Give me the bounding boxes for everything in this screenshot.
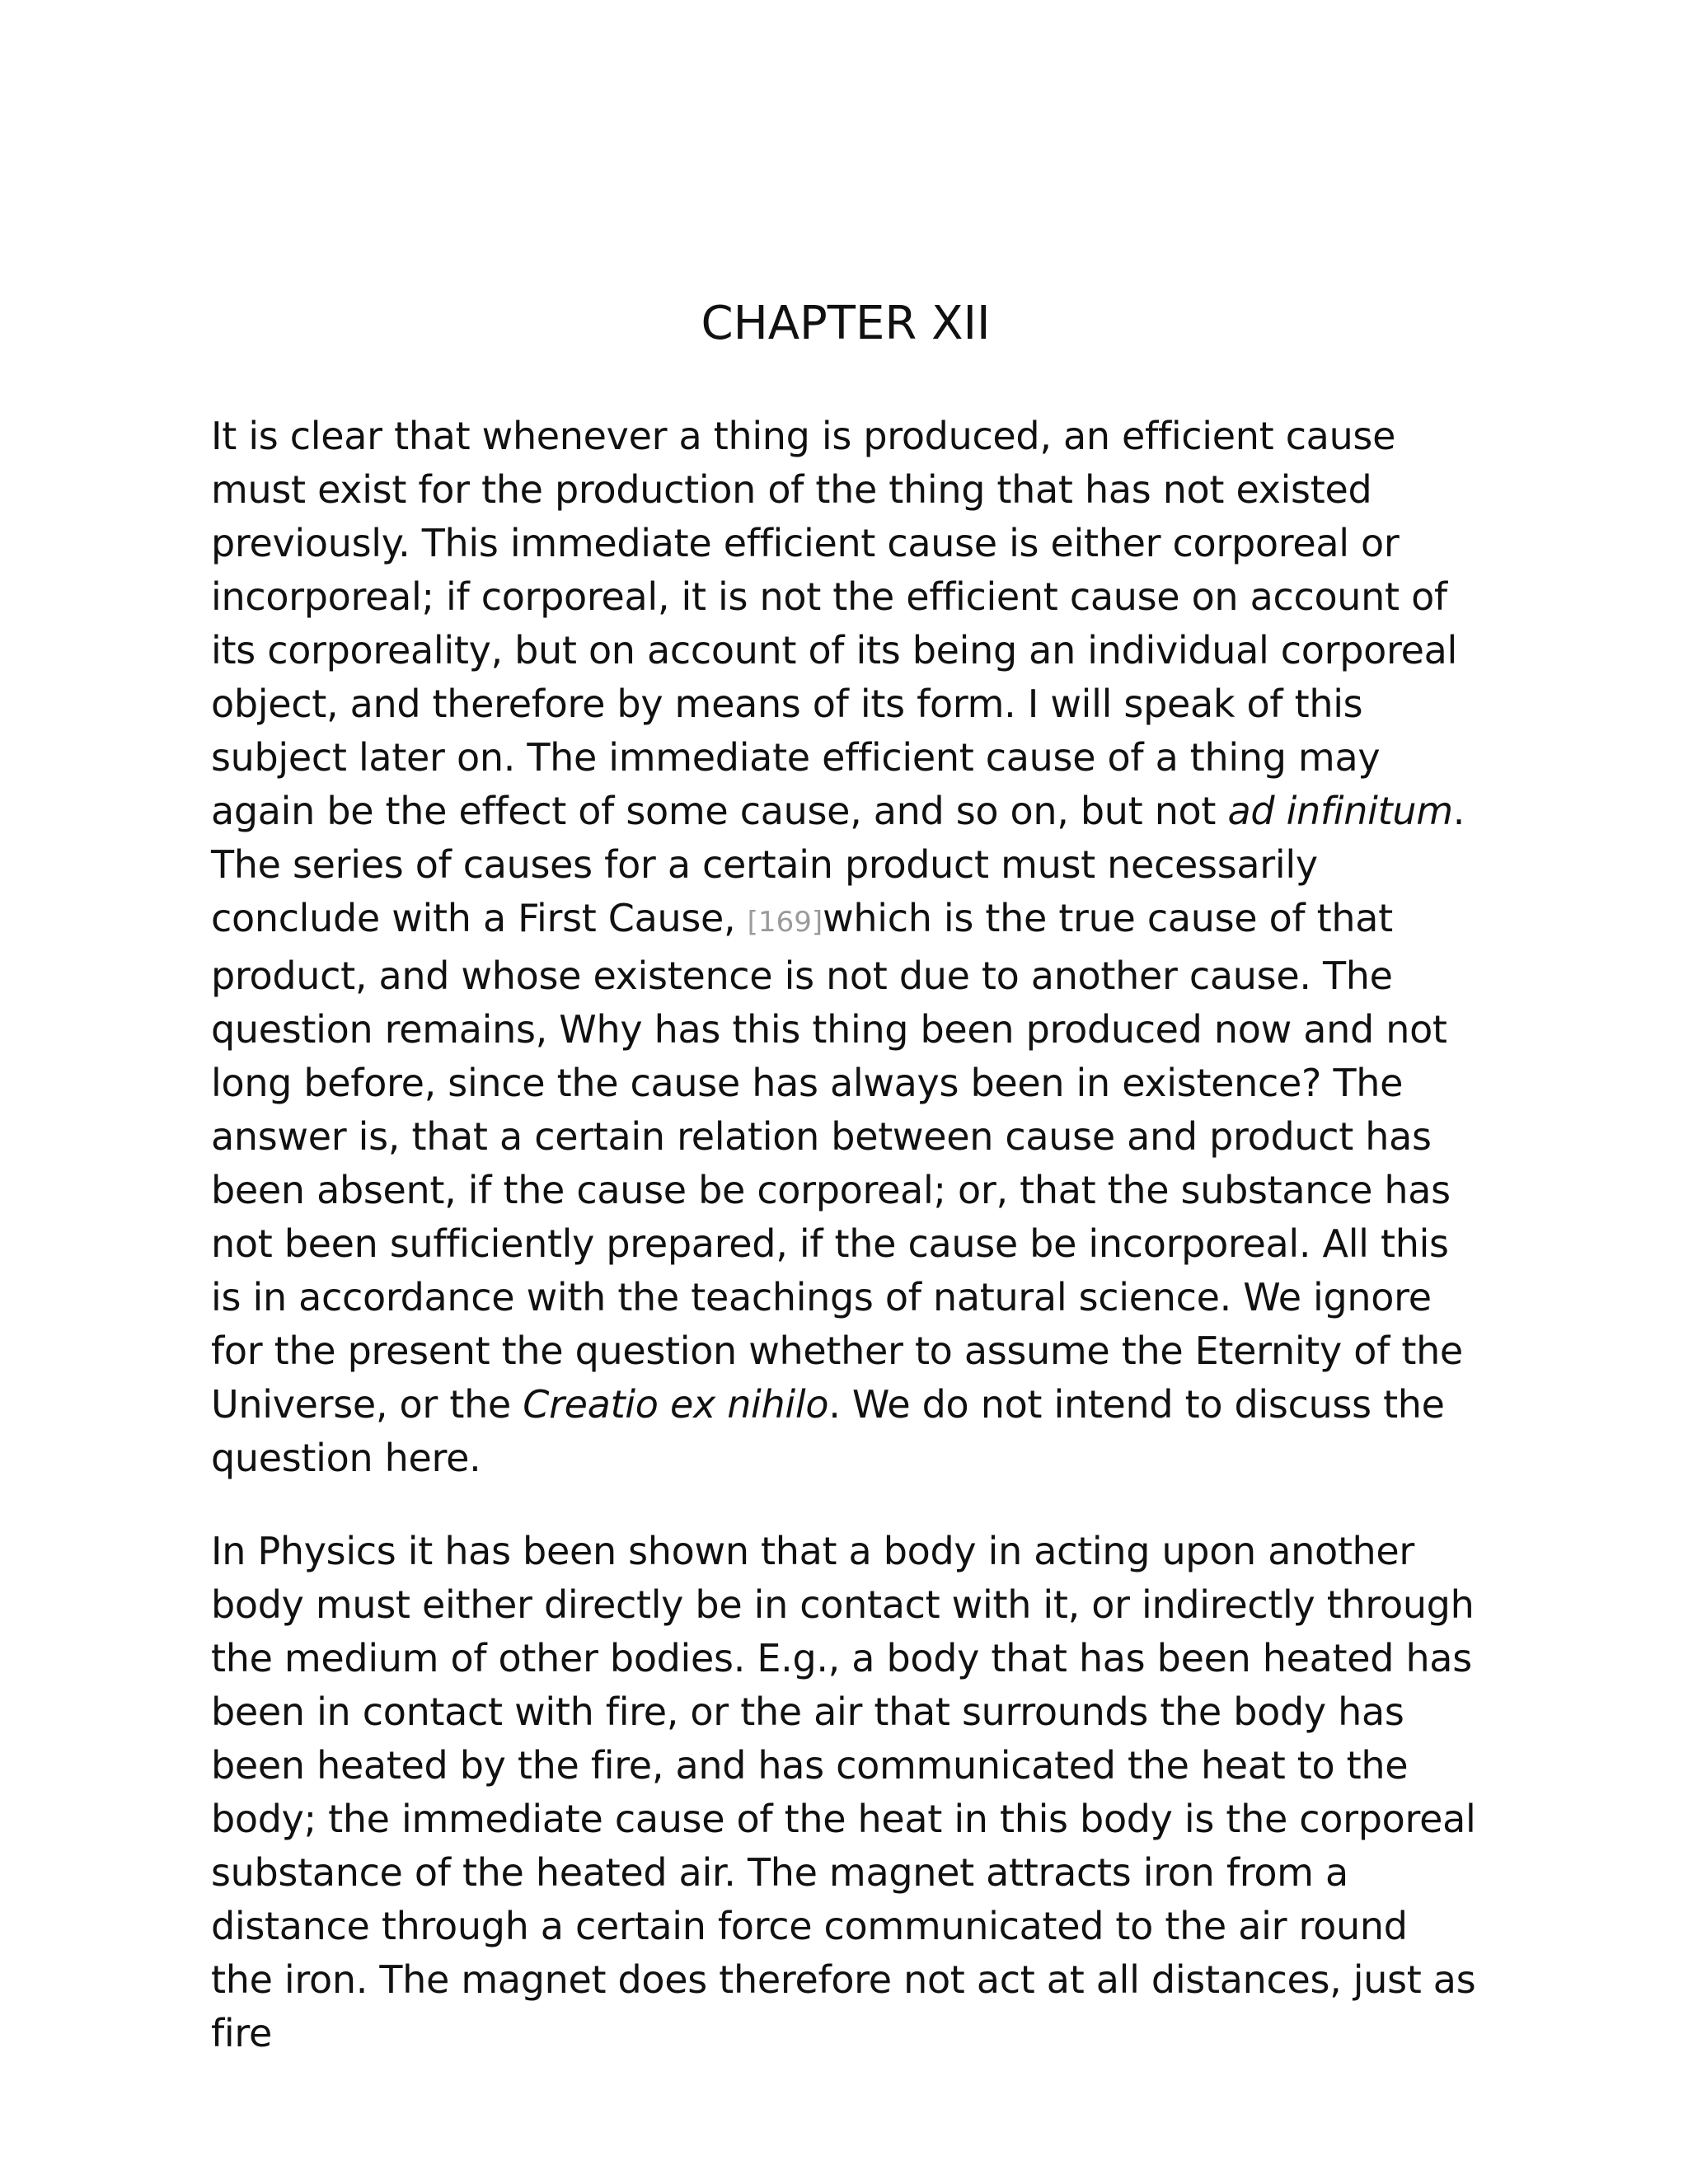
paragraph-1 (211, 410, 1480, 1485)
italic-ad-infinitum: ad infinitum (1227, 789, 1453, 833)
chapter-title: CHAPTER XII (701, 297, 991, 350)
page-content (211, 297, 1480, 2100)
paragraph-1-text-d: . We do not intend to discuss the question here. (211, 1382, 1445, 1480)
paragraph-1-text-c: which is the true cause of that product, and whose existence is not due to another cause. The question remains, Why has this thing been produced now and not long before, since the cause has always been in existence? The answer is, that a certain relation between cause and product has been absent, if the cause be corporeal; or, that the substance has not been sufficiently prepared, if the cause be incorporeal. All this is in accordance with the teachings of natural science. We ignore for the present the question whether to assume the Eternity of the Universe, or the (211, 896, 1463, 1427)
page-number-marker: [169] (747, 906, 823, 939)
paragraph-1-text-a: It is clear that whenever a thing is produced, an efficient cause must exist for the production of the thing that has not existed previously. This immediate efficient cause is either corporeal or incorporeal; if corporeal, it is not the efficient cause on account of its corporeality, but on account of its being an individual corporeal object, and therefore by means of its form. I will speak of this subject later on. The immediate efficient cause of a thing may again be the effect of some cause, and so on, but not (211, 414, 1457, 833)
paragraph-1-text-b: . The series of causes for a certain product must necessarily conclude with a First Cause, (211, 789, 1465, 940)
paragraph-2: In Physics it has been shown that a body in acting upon another body must either directly be in contact with it, or indirectly through the medium of other bodies. E.g., a body that has been heated has been in contact with fire, or the air that surrounds the body has been heated by the fire, and has communicated the heat to the body; the immediate cause of the heat in this body is the corporeal substance of the heated air. The magnet attracts iron from a distance through a certain force communicated to the air round the iron. The magnet does therefore not act at all distances, just as fire (211, 1529, 1476, 2055)
italic-creatio-ex-nihilo: Creatio ex nihilo (523, 1382, 829, 1427)
